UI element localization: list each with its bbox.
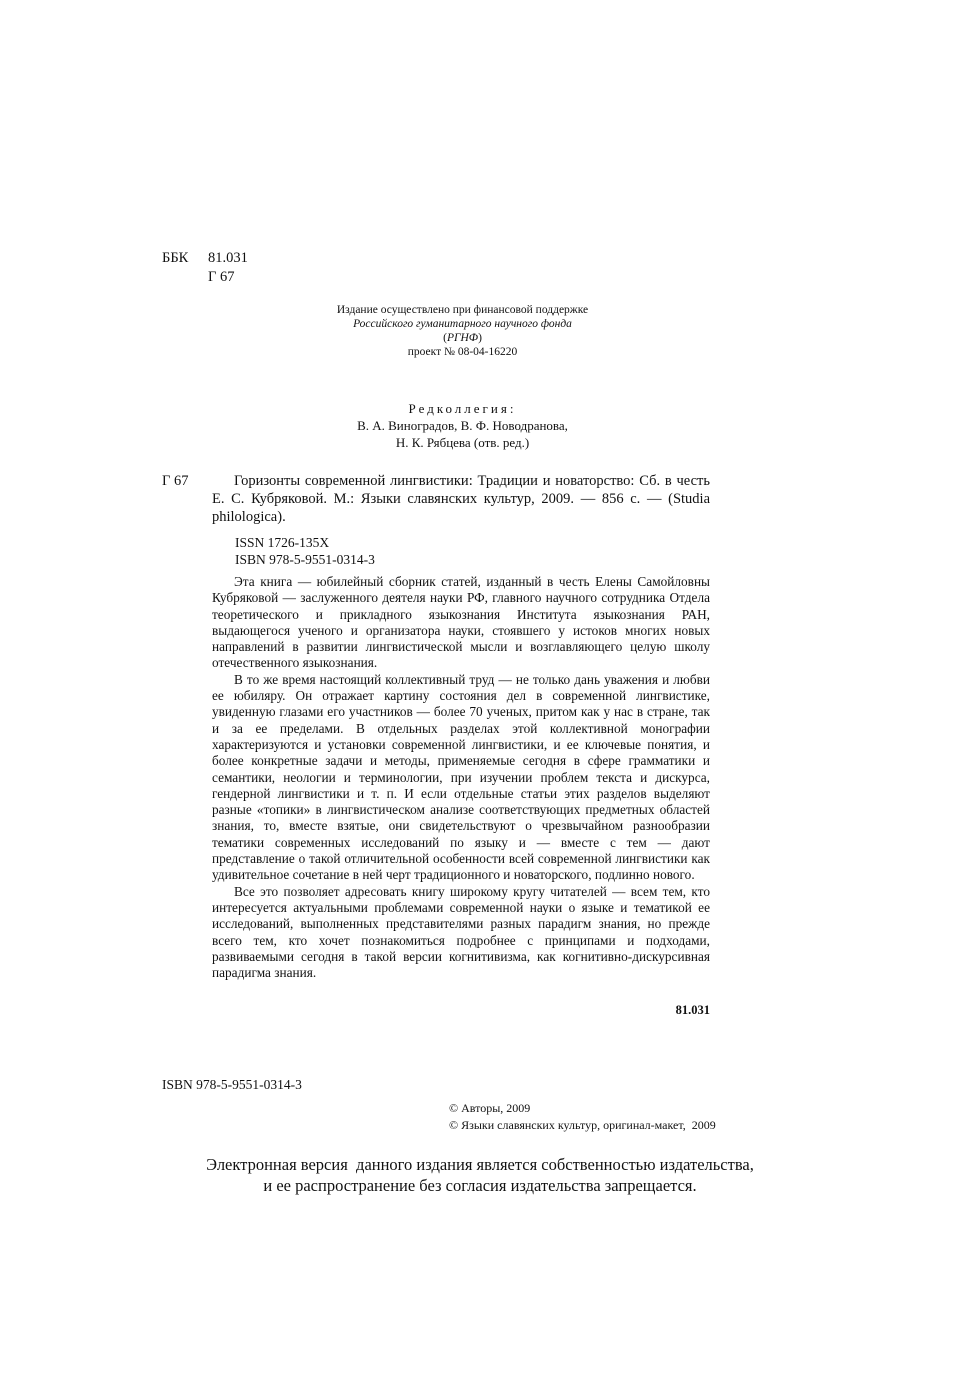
- funding-line: Издание осуществлено при финансовой поддержке: [336, 304, 589, 316]
- bbk-code: 81.031: [208, 250, 248, 266]
- notice-line-2: и ее распространение без согласия издательства запрещается.: [263, 1176, 697, 1195]
- editorial-board-members-2: Н. К. Рябцева (отв. ред.): [395, 435, 530, 450]
- copyright-block: [449, 1100, 716, 1133]
- isbn: ISBN 978-5-9551-0314-3: [235, 552, 375, 567]
- catalog-entry-text: [212, 472, 710, 526]
- notice-line-1: Электронная версия данного издания является собственностью издательства,: [206, 1155, 754, 1174]
- author-mark: Г 67: [208, 269, 235, 285]
- copyright-publisher: © Языки славянских культур, оригинал-макет, 2009: [449, 1117, 716, 1132]
- funding-project: проект № 08-04-16220: [407, 346, 518, 358]
- editorial-board-members: В. А. Виноградов, В. Ф. Новодранова,: [357, 418, 568, 433]
- isbn-footer: ISBN 978-5-9551-0314-3: [162, 1077, 302, 1092]
- issn: ISSN 1726-135X: [235, 535, 330, 550]
- funding-fund: Российского гуманитарного научного фонда: [353, 318, 572, 330]
- editorial-board-heading: Редколлегия:: [408, 401, 517, 416]
- funding-notice: Издание осуществлено при финансовой поддержке Российского гуманитарного научного фонда (РГНФ) проект № 08-04-16220: [300, 303, 625, 359]
- bbk-block: [162, 249, 248, 287]
- abstract-paragraph: В то же время настоящий коллективный труд — не только дань уважения и любви ее юбиляру. Он отражает картину состояния дел в современной лингвистике, увиденную глазами его участников — более 70 ученых, притом как у нас в стране, так и за ее пределами. В отдельных разделах этой коллективной монографии характеризуются и установки современной лингвистики, и ее ключевые понятия, и более конкретные задачи и методы, применяемые сегодня в сфере грамматики и семантики, неологии и терминологии, при изучении проблем текста и дискурса, гендерной лингвистики и т. п. И если отдельные статьи этих разделов выделяют разные «топики» в лингвистическом анализе соответствующих предметных областей знания, то, вместе взятые, они свидетельствуют о чрезвычайном разнообразии тематики современных исследований по языку и — вместе с тем — дают представление о такой отличительной особенности всей современной лингвистики как удивительное сочетание в ней черт традиционного и новаторского, подлинно нового.: [212, 671, 710, 883]
- abstract-paragraph: Эта книга — юбилейный сборник статей, изданный в честь Елены Самойловны Кубряковой — заслуженного деятеля науки РФ, главного научного сотрудника Отдела теоретического и прикладного языкознания Института языкознания РАН, выдающегося ученого и организатора науки, стоявшего у истоков многих новых направлений в развитии лингвистической мысли и возглавляющего целую школу отечественного языкознания.: [212, 574, 710, 671]
- copyright-authors: © Авторы, 2009: [449, 1101, 531, 1115]
- catalog-entry-code: Г 67: [162, 473, 189, 489]
- electronic-version-notice: [140, 1154, 820, 1196]
- classification-code: 81.031: [675, 1003, 710, 1017]
- abstract: [212, 574, 710, 981]
- catalog-entry-description: Горизонты современной лингвистики: Традиции и новаторство: Сб. в честь Е. С. Кубряковой. М.: Языки славянских культур, 2009. — 856 с. — (Studia philologica).: [212, 473, 710, 525]
- editorial-board: [300, 400, 625, 451]
- abstract-paragraph: Все это позволяет адресовать книгу широкому кругу читателей — всем тем, кто интересуется актуальными проблемами современной науки о языке и тематикой ее исследований, выполненных представителями разных парадигм знания, но прежде всего тем, кто хочет познакомиться подробнее с принципами и подходами, развиваемыми сегодня в такой версии когнитивизма, как когнитивно-дискурсивная парадигма знания.: [212, 883, 710, 981]
- funding-abbr: РГНФ: [446, 332, 479, 344]
- identifiers: [235, 534, 375, 568]
- bbk-label: ББК: [162, 250, 189, 266]
